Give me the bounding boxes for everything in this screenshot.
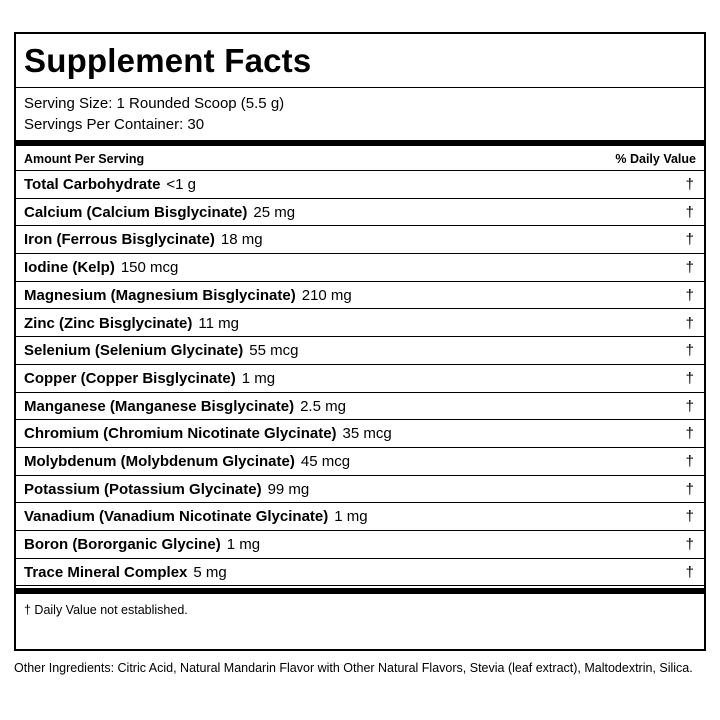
other-ingredients: Other Ingredients: Citric Acid, Natural Mandarin Flavor with Other Natural Flavors, Stevia (leaf extract), Maltodextrin, Silica. — [14, 661, 693, 675]
daily-value-dagger: † — [685, 480, 694, 498]
daily-value-dagger: † — [685, 563, 694, 581]
nutrient-name-text: Manganese (Manganese Bisglycinate) — [24, 397, 295, 415]
nutrient-name — [24, 398, 346, 415]
nutrient-row — [16, 476, 704, 504]
daily-value-dagger: † — [685, 259, 694, 277]
nutrient-amount: 11 mg — [198, 314, 239, 332]
nutrient-name-text: Selenium (Selenium Glycinate) — [24, 342, 244, 360]
nutrient-amount: 210 mg — [301, 286, 352, 304]
nutrient-amount: 99 mg — [267, 480, 310, 498]
serving-size: Serving Size: 1 Rounded Scoop (5.5 g) — [24, 95, 285, 112]
daily-value-dagger: † — [685, 425, 694, 443]
nutrient-amount: <1 g — [166, 176, 197, 193]
nutrient-amount: 18 mg — [220, 231, 263, 249]
nutrient-name — [24, 536, 260, 553]
supplement-facts-panel — [14, 32, 706, 651]
nutrient-amount: 55 mcg — [249, 342, 299, 360]
daily-value-dagger: † — [685, 286, 694, 304]
nutrient-name — [24, 176, 196, 193]
nutrient-row — [16, 503, 704, 531]
nutrient-name-text: Molybdenum (Molybdenum Glycinate) — [24, 453, 295, 470]
nutrient-row — [16, 365, 704, 393]
footer-divider — [16, 588, 704, 594]
nutrient-name — [24, 481, 309, 498]
daily-value-header: % Daily Value — [615, 152, 696, 166]
daily-value-dagger: † — [685, 342, 694, 360]
nutrient-name-text: Chromium (Chromium Nicotinate Glycinate) — [24, 425, 337, 443]
nutrient-name — [24, 370, 275, 387]
nutrient-name-text: Calcium (Calcium Bisglycinate) — [24, 203, 248, 221]
nutrient-name — [24, 259, 178, 276]
serving-divider — [16, 140, 704, 146]
nutrient-amount: 45 mcg — [300, 453, 351, 470]
nutrient-row — [16, 282, 704, 310]
daily-value-dagger: † — [685, 453, 694, 470]
nutrient-row — [16, 420, 704, 448]
nutrient-name-text: Vanadium (Vanadium Nicotinate Glycinate) — [24, 508, 329, 526]
daily-value-dagger: † — [685, 203, 694, 221]
daily-value-dagger: † — [685, 508, 694, 526]
daily-value-dagger: † — [685, 176, 694, 193]
nutrient-name-text: Potassium (Potassium Glycinate) — [24, 480, 262, 498]
nutrient-name — [24, 204, 295, 221]
nutrient-name — [24, 425, 392, 442]
nutrient-row — [16, 531, 704, 559]
nutrient-name-text: Iron (Ferrous Bisglycinate) — [24, 231, 215, 249]
nutrient-name — [24, 231, 263, 248]
nutrient-row — [16, 559, 704, 587]
nutrient-name — [24, 453, 350, 470]
nutrient-name — [24, 315, 239, 332]
nutrient-amount: 1 mg — [241, 369, 276, 387]
nutrient-name-text: Total Carbohydrate — [24, 176, 161, 193]
nutrient-name-text: Zinc (Zinc Bisglycinate) — [24, 314, 193, 332]
nutrient-row — [16, 171, 704, 199]
nutrient-amount: 2.5 mg — [300, 397, 346, 415]
nutrient-name — [24, 564, 227, 581]
nutrient-row — [16, 448, 704, 476]
nutrient-amount: 5 mg — [193, 563, 227, 581]
nutrient-row — [16, 199, 704, 227]
nutrient-name — [24, 287, 352, 304]
nutrient-name-text: Copper (Copper Bisglycinate) — [24, 369, 236, 387]
daily-value-dagger: † — [685, 369, 694, 387]
nutrient-amount: 1 mg — [226, 536, 261, 554]
daily-value-dagger: † — [685, 314, 694, 332]
daily-value-dagger: † — [685, 231, 694, 249]
nutrient-row — [16, 254, 704, 282]
nutrient-name-text: Boron (Bororganic Glycine) — [24, 536, 221, 554]
amount-per-serving-header: Amount Per Serving — [24, 152, 145, 166]
footnote: † Daily Value not established. — [24, 603, 188, 617]
panel-title: Supplement Facts — [24, 42, 312, 79]
servings-per-container: Servings Per Container: 30 — [24, 116, 205, 133]
nutrient-name-text: Magnesium (Magnesium Bisglycinate) — [24, 286, 296, 304]
nutrient-amount: 150 mcg — [120, 259, 179, 277]
nutrient-row — [16, 393, 704, 421]
title-divider — [16, 87, 704, 88]
nutrient-name-text: Trace Mineral Complex — [24, 563, 188, 581]
nutrient-name — [24, 508, 368, 525]
nutrient-row — [16, 337, 704, 365]
nutrient-amount: 25 mg — [253, 203, 296, 221]
nutrient-amount: 1 mg — [334, 508, 368, 526]
nutrient-name-text: Iodine (Kelp) — [24, 259, 115, 277]
daily-value-dagger: † — [685, 397, 694, 415]
nutrient-amount: 35 mcg — [342, 425, 392, 443]
nutrient-row — [16, 310, 704, 338]
nutrient-row — [16, 226, 704, 254]
nutrient-name — [24, 342, 298, 359]
daily-value-dagger: † — [685, 536, 694, 554]
